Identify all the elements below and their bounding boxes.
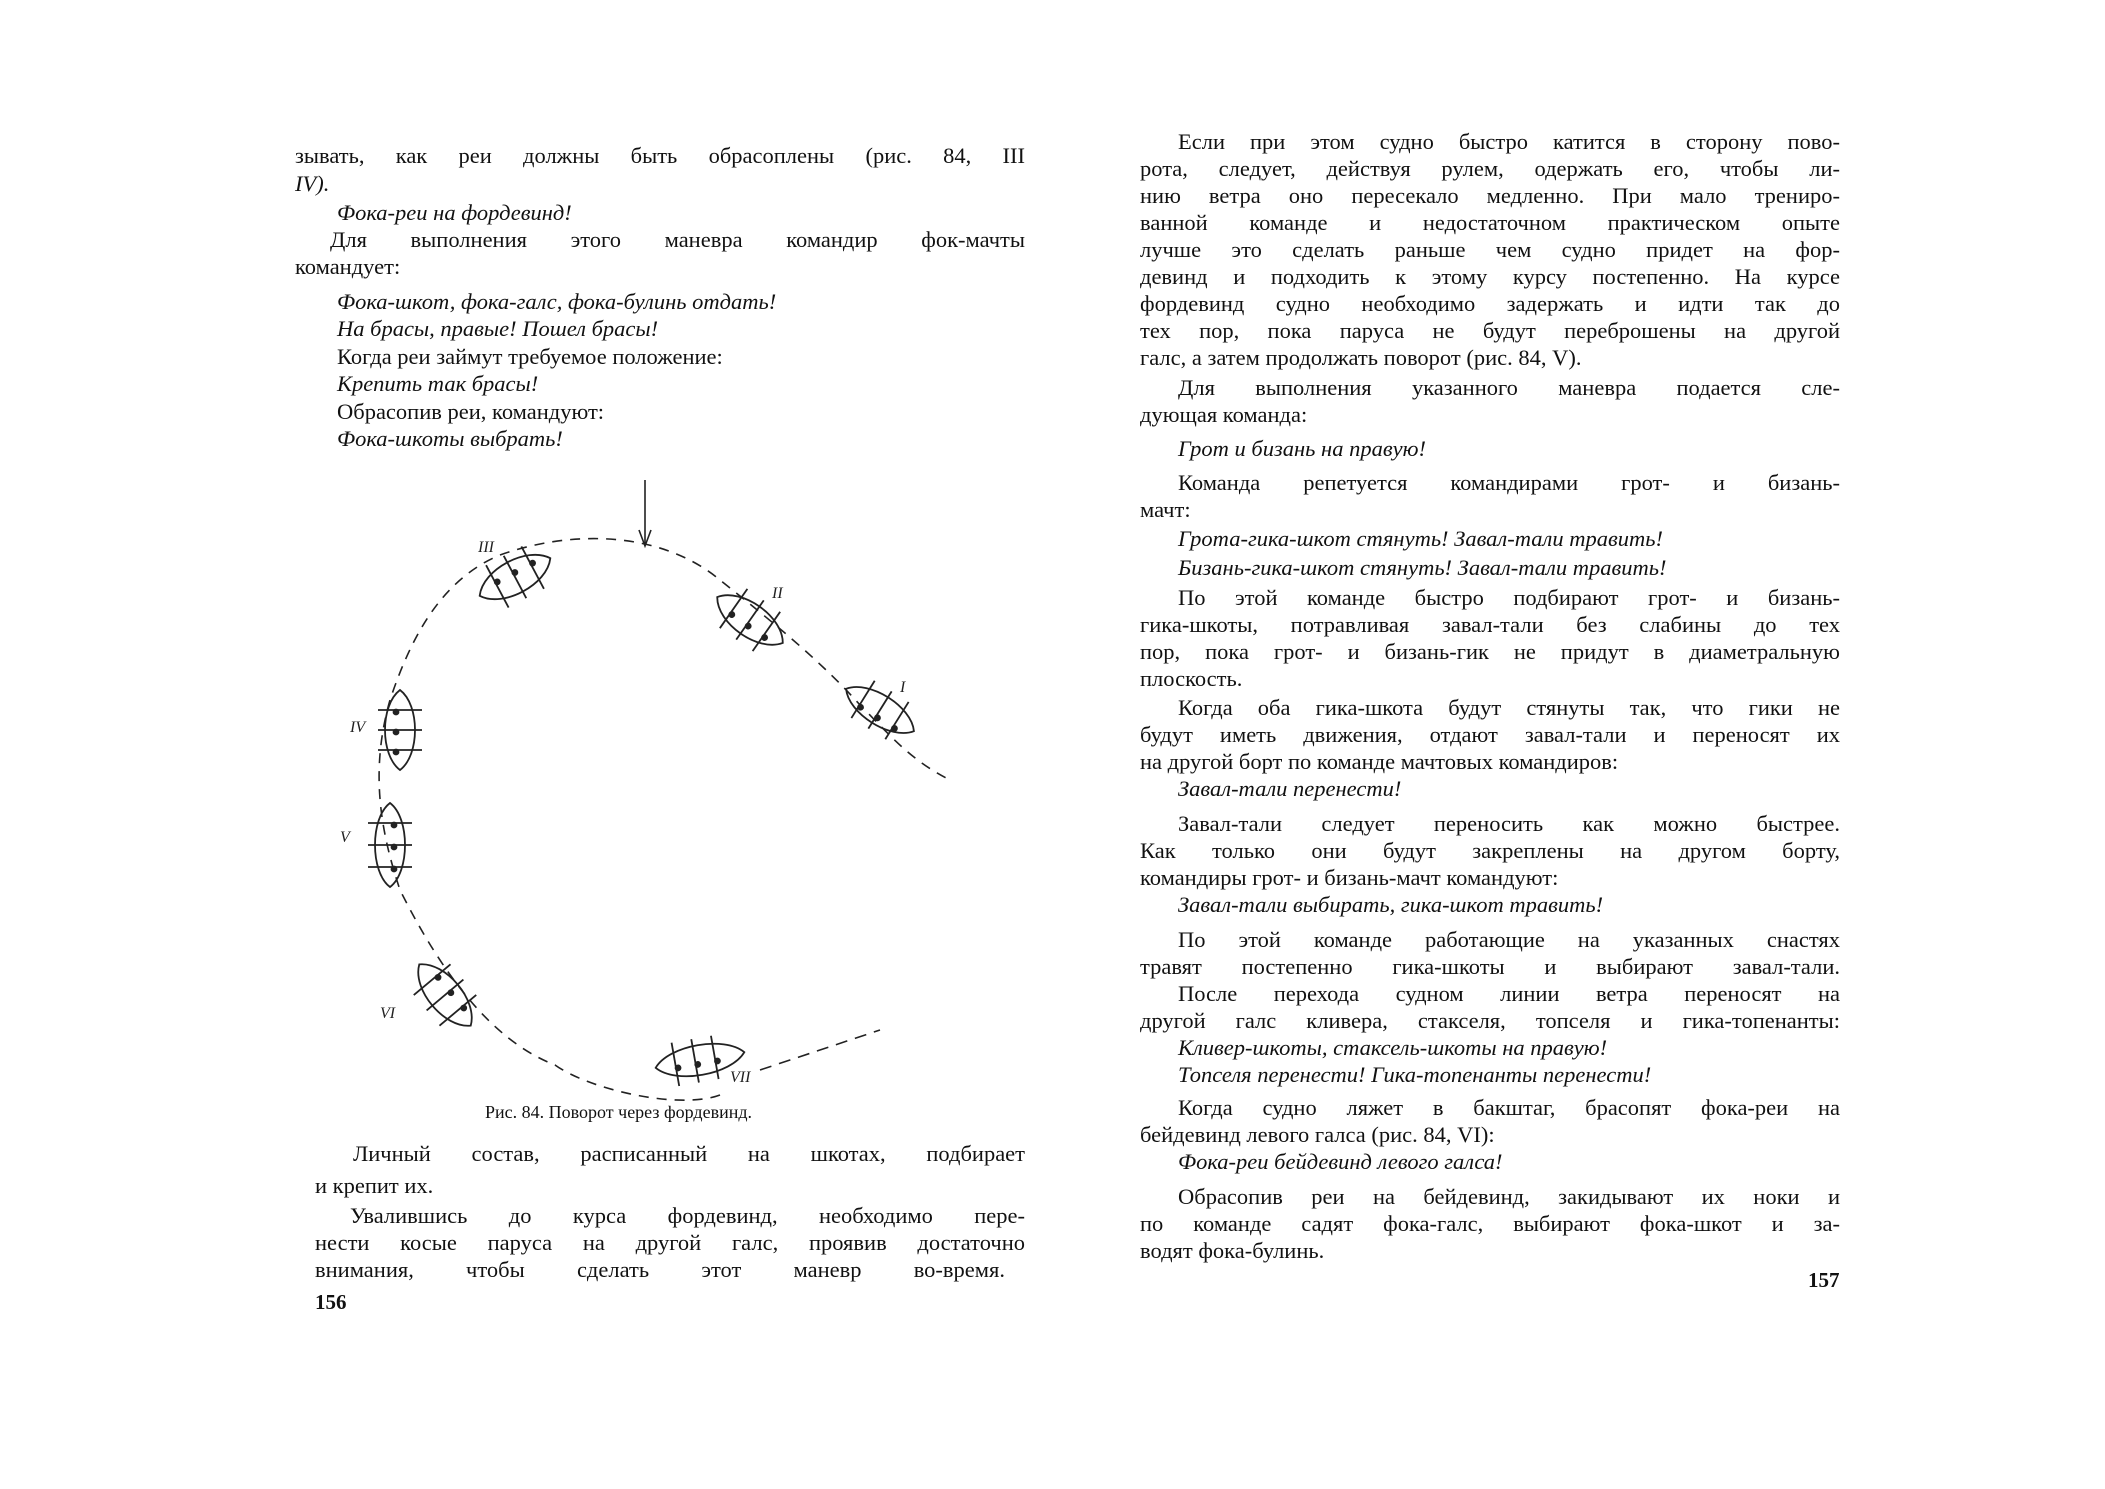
text-line: Как только они будут закреплены на другом борту,: [1140, 838, 1840, 863]
text-line: Для выполнения этого маневра командир фок-мачты: [330, 227, 1025, 252]
label-ii: II: [772, 585, 783, 602]
text-line: После перехода судном линии ветра переносят на: [1178, 981, 1840, 1006]
text-line: Когда реи займут требуемое положение:: [337, 344, 723, 369]
label-iii: III: [478, 539, 494, 556]
command-line: Фока-реи на фордевинд!: [337, 200, 572, 225]
command-line: Крепить так брасы!: [337, 371, 539, 396]
text-line: гика-шкоты, потравливая завал-тали без слабины до тех: [1140, 612, 1840, 637]
command-line: Грот и бизань на правую!: [1178, 436, 1426, 461]
text-line: мачт:: [1140, 497, 1191, 522]
text-line: командует:: [295, 254, 401, 279]
text-line: Увалившись до курса фордевинд, необходимо пере-: [350, 1203, 1025, 1228]
command-line: Грота-гика-шкот стянуть! Завал-тали травить!: [1178, 526, 1663, 551]
label-i: I: [900, 679, 906, 696]
text-line: травят постепенно гика-шкоты и выбирают завал-тали.: [1140, 954, 1840, 979]
text-line: девинд и подходить к этому курсу постепенно. На курсе: [1140, 264, 1840, 289]
text-line: и крепит их.: [315, 1173, 434, 1198]
command-line: Кливер-шкоты, стаксель-шкоты на правую!: [1178, 1035, 1608, 1060]
command-line: Фока-шкот, фока-галс, фока-булинь отдать!: [337, 289, 777, 314]
text-line: Когда оба гика-шкота будут стянуты так, что гики не: [1178, 695, 1840, 720]
text-line: Личный состав, расписанный на шкотах, подбирает: [353, 1141, 1025, 1166]
text-line: лучше это сделать раньше чем судно придет на фор-: [1140, 237, 1840, 262]
text-line: По этой команде быстро подбирают грот- и бизань-: [1178, 585, 1840, 610]
ship-position-i: [834, 670, 925, 750]
ship-position-vi: [401, 949, 489, 1041]
text-line: нести косые паруса на другой галс, проявив достаточно: [315, 1230, 1025, 1255]
figure-wear-diagram: [340, 470, 980, 1110]
page-number: 157: [1808, 1268, 1840, 1292]
text-line: бейдевинд левого галса (рис. 84, VI):: [1140, 1122, 1495, 1147]
command-line: Топселя перенести! Гика-топенанты перенести!: [1178, 1062, 1652, 1087]
text-line: пор, пока грот- и бизань-гик не придут в диаметральную: [1140, 639, 1840, 664]
text-line: будут иметь движения, отдают завал-тали и переносят их: [1140, 722, 1840, 747]
command-line: Бизань-гика-шкот стянуть! Завал-тали травить!: [1178, 555, 1667, 580]
text-line: ванной команде и недостаточном практическом опыте: [1140, 210, 1840, 235]
text-line: дующая команда:: [1140, 402, 1308, 427]
text-line: фордевинд судно необходимо задержать и идти так до: [1140, 291, 1840, 316]
text-line: рота, следует, действуя рулем, одержать его, чтобы ли-: [1140, 156, 1840, 181]
text-line: водят фока-булинь.: [1140, 1238, 1325, 1263]
figure-caption: Рис. 84. Поворот через фордевинд.: [485, 1102, 752, 1122]
page-number: 156: [315, 1290, 347, 1314]
text-line: плоскость.: [1140, 666, 1243, 691]
ship-position-v: [368, 803, 412, 887]
text-line: галс, а затем продолжать поворот (рис. 84, V).: [1140, 345, 1582, 370]
text-line: тех пор, пока паруса не будут переброшены на другой: [1140, 318, 1840, 343]
command-line: Завал-тали выбирать, гика-шкот травить!: [1178, 892, 1604, 917]
text-line: IV).: [295, 171, 330, 196]
text-line: Когда судно ляжет в бакштаг, брасопят фока-реи на: [1178, 1095, 1840, 1120]
text-line: Команда репетуется командирами грот- и бизань-: [1178, 470, 1840, 495]
label-vii: VII: [730, 1069, 751, 1086]
text-line: на другой борт по команде мачтовых командиров:: [1140, 749, 1619, 774]
text-line: Обрасопив реи на бейдевинд, закидывают их ноки и: [1178, 1184, 1840, 1209]
text-line: Завал-тали следует переносить как можно быстрее.: [1178, 811, 1840, 836]
course-path: [379, 539, 950, 1101]
text-line: Если при этом судно быстро катится в сторону пово-: [1178, 129, 1840, 154]
command-line: Фока-реи бейдевинд левого галса!: [1178, 1149, 1503, 1174]
command-line: На брасы, правые! Пошел брасы!: [337, 316, 659, 341]
command-line: Завал-тали перенести!: [1178, 776, 1402, 801]
ship-position-iv: [378, 690, 422, 770]
text-line: Для выполнения указанного маневра подается сле-: [1178, 375, 1840, 400]
text-line: нию ветра оно пересекало медленно. При мало трениро-: [1140, 183, 1840, 208]
text-line: командиры грот- и бизань-мачт командуют:: [1140, 865, 1559, 890]
text-line: по команде садят фока-галс, выбирают фока-шкот и за-: [1140, 1211, 1840, 1236]
command-line: Фока-шкоты выбрать!: [337, 426, 563, 451]
text-line: внимания, чтобы сделать этот маневр во-время.: [315, 1257, 1005, 1282]
text-line: По этой команде работающие на указанных снастях: [1178, 927, 1840, 952]
label-v: V: [340, 829, 350, 846]
label-vi: VI: [380, 1005, 396, 1022]
text-line: зывать, как реи должны быть обрасоплены (рис. 84, III: [295, 143, 1025, 168]
label-iv: IV: [350, 719, 366, 736]
text-line: другой галс кливера, стакселя, топселя и гика-топенанты:: [1140, 1008, 1840, 1033]
text-line: Обрасопив реи, командуют:: [337, 399, 605, 424]
